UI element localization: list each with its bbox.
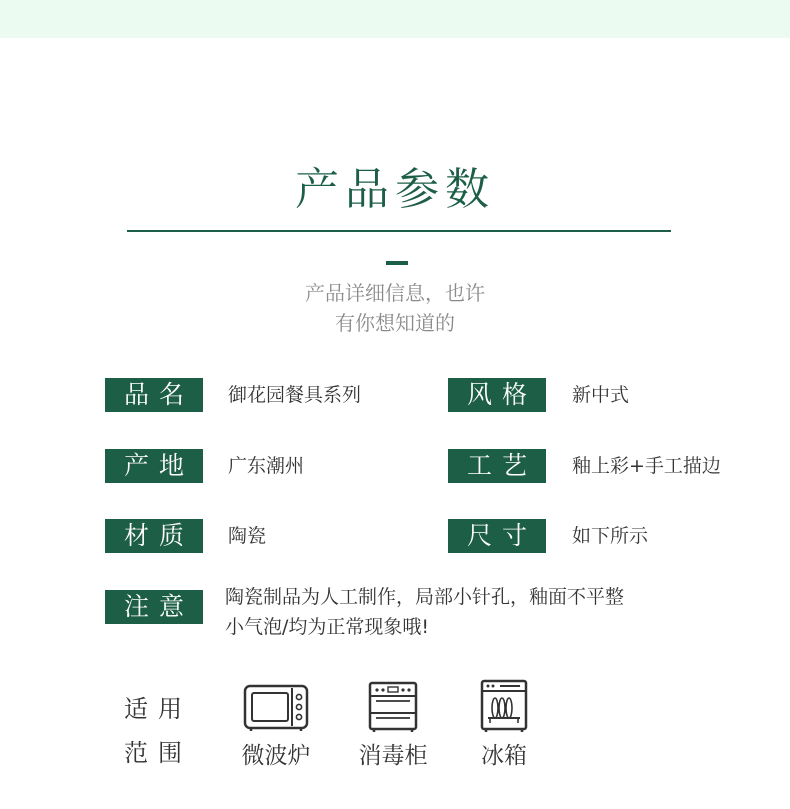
subtitle-line-2: 有你想知道的: [335, 311, 455, 335]
note-line-2: 小气泡/均为正常现象哦!: [225, 616, 430, 638]
value-style: 新中式: [572, 384, 630, 406]
value-origin: 广东潮州: [228, 455, 305, 477]
value-product-name: 御花园餐具系列: [228, 384, 362, 406]
badge-product-name: 品名: [105, 378, 203, 412]
usage-label-line-1: 适用: [124, 695, 192, 723]
badge-style: 风格: [448, 378, 546, 412]
badge-size: 尺寸: [448, 519, 546, 553]
subtitle-line-1: 产品详细信息，也许: [305, 281, 485, 305]
sterilizer-icon: [368, 681, 418, 733]
usage-item-sterilizer: 消毒柜: [358, 743, 428, 769]
badge-origin: 产地: [105, 449, 203, 483]
value-size: 如下所示: [572, 525, 649, 547]
title-dash: [386, 261, 408, 265]
usage-item-dishwasher: 冰箱: [481, 743, 527, 769]
subtitle: [0, 278, 790, 338]
value-material: 陶瓷: [228, 525, 267, 547]
badge-material: 材质: [105, 519, 203, 553]
value-craft: 釉上彩+手工描边: [572, 455, 721, 477]
top-band: [0, 0, 790, 38]
note-line-1: 陶瓷制品为人工制作，局部小针孔，釉面不平整: [225, 586, 625, 608]
usage-item-microwave: 微波炉: [241, 743, 311, 769]
microwave-icon: [243, 684, 309, 732]
badge-note: 注意: [105, 590, 203, 624]
page-title: 产品参数: [295, 164, 495, 215]
usage-label-line-2: 范围: [124, 739, 192, 767]
value-note: [225, 582, 695, 642]
dishwasher-icon: [480, 679, 528, 733]
title-underline: [127, 230, 671, 232]
badge-craft: 工艺: [448, 449, 546, 483]
